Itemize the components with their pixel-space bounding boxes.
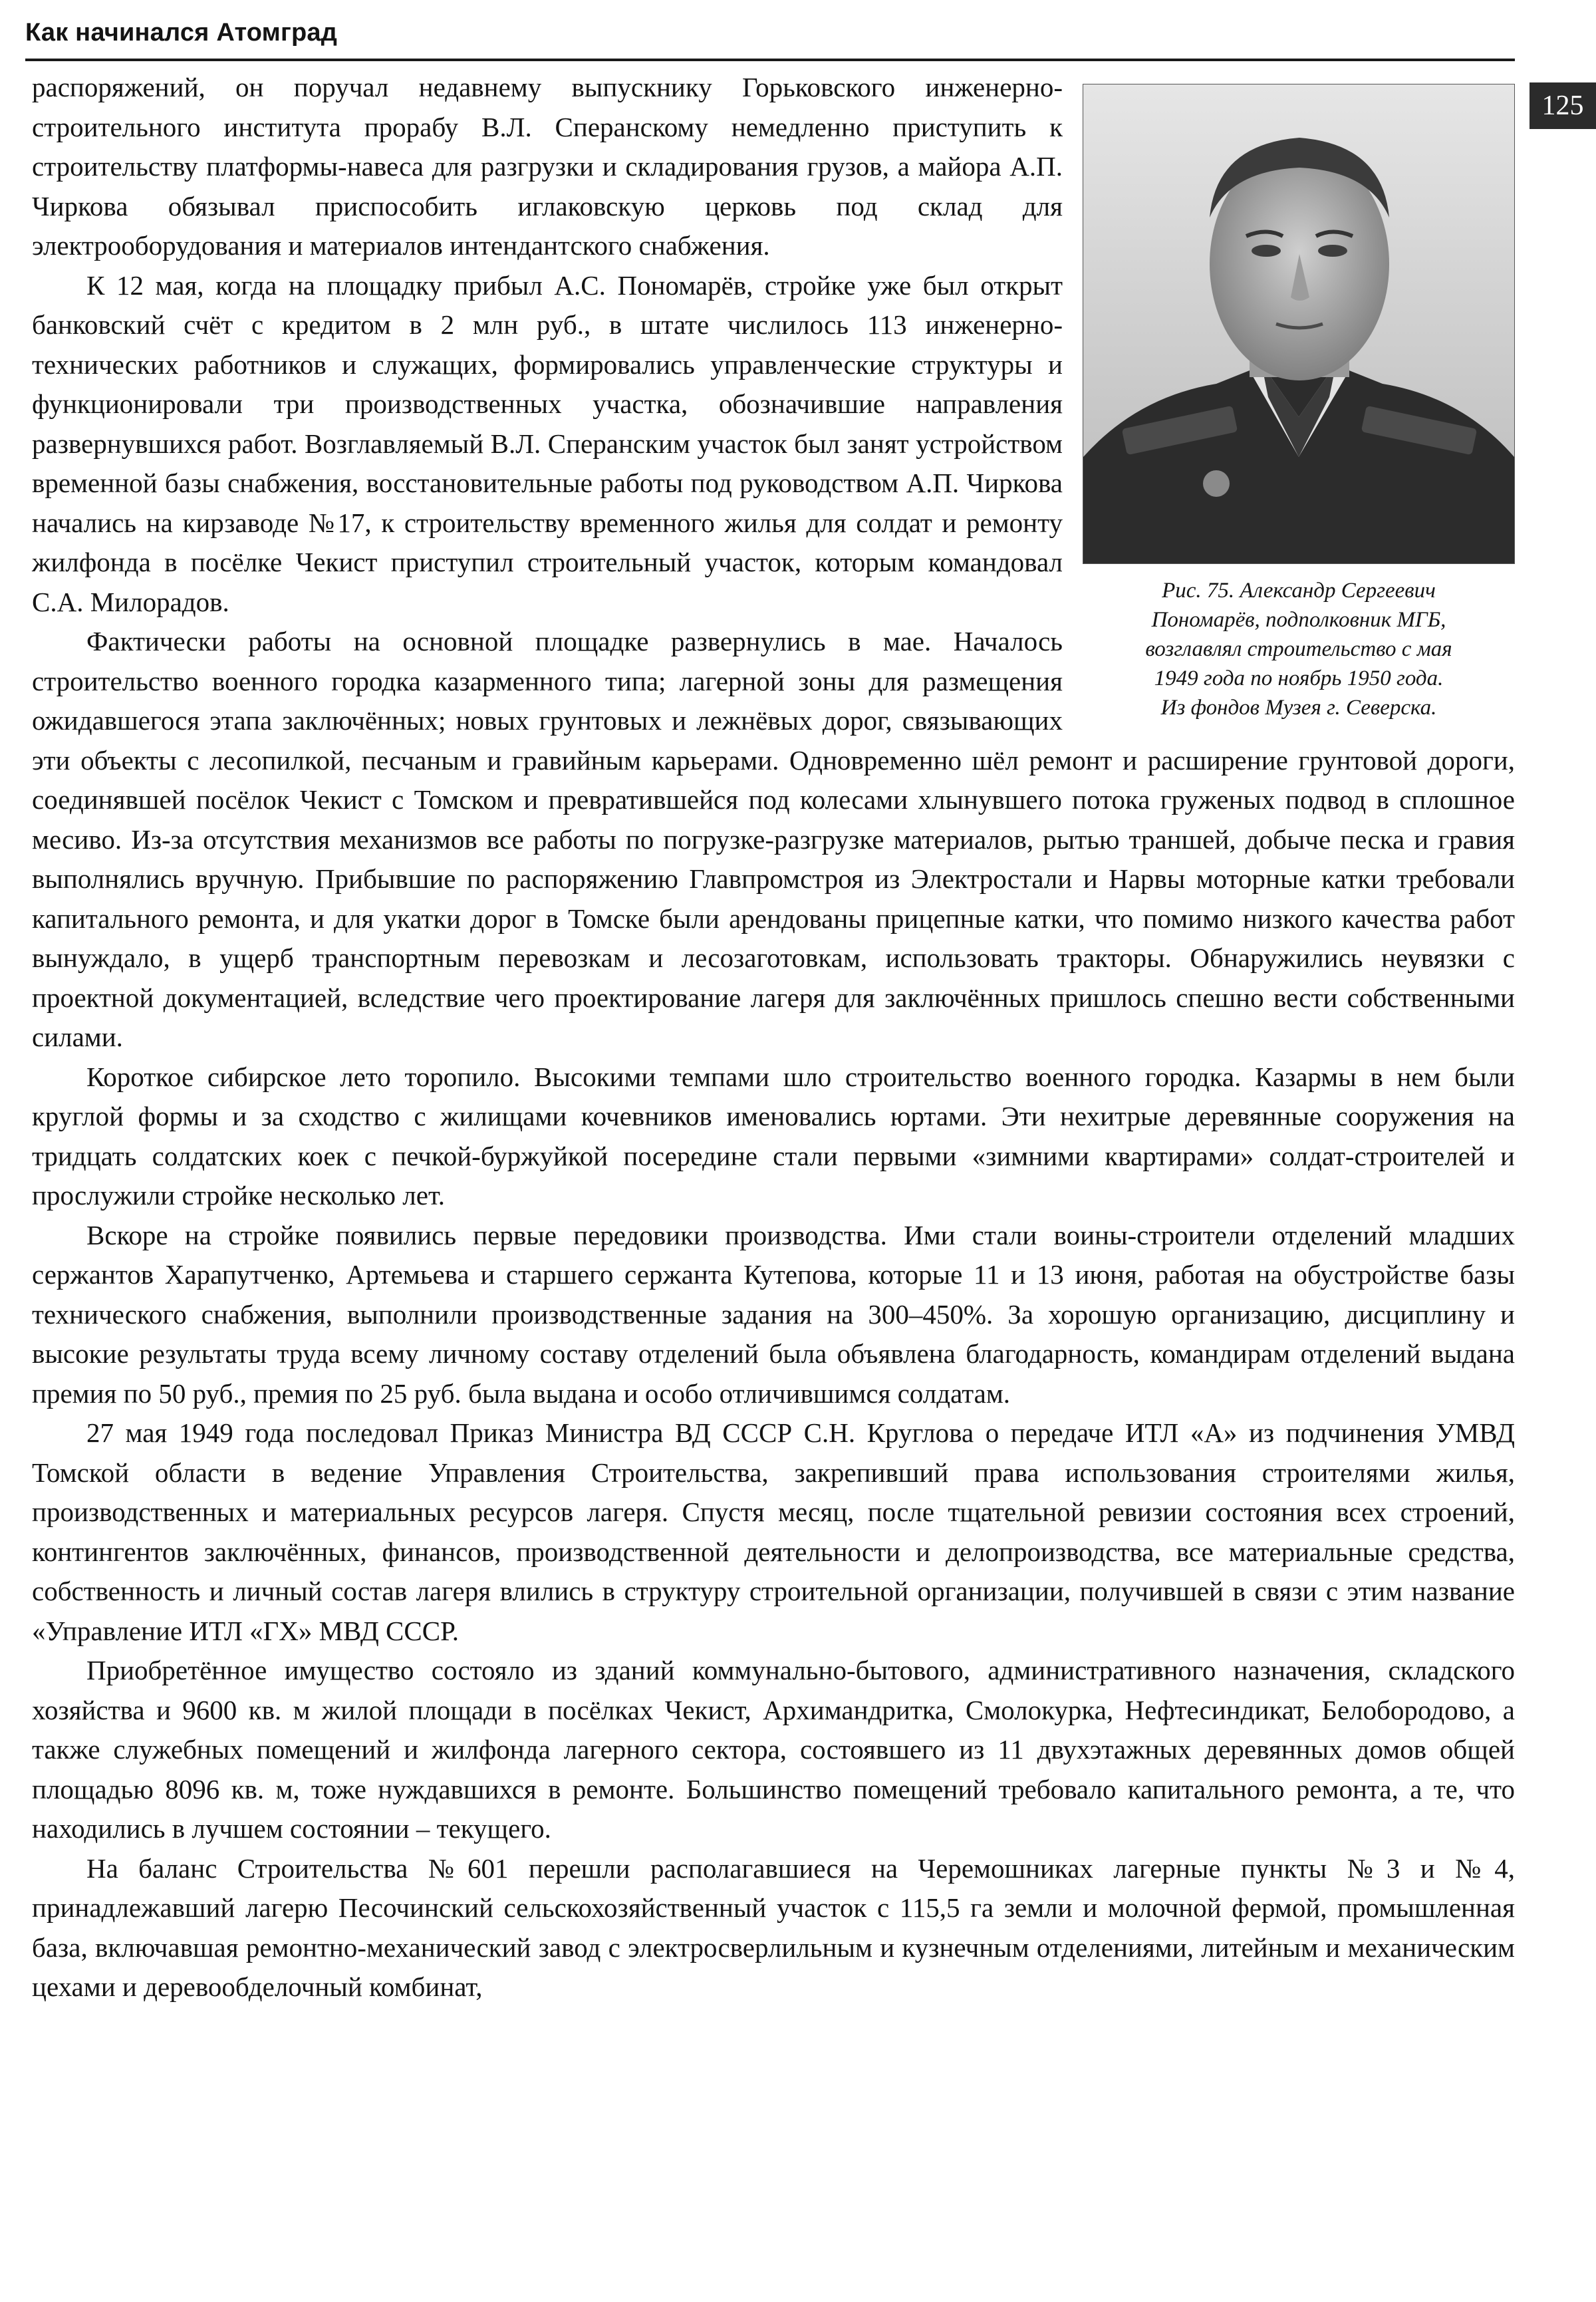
header-rule <box>25 59 1515 61</box>
caption-line: возглавлял строительство с мая <box>1145 637 1452 661</box>
body-paragraph: распоряжений, он поручал недавнему выпускнику Горьковского инженерно-строительного института прорабу В.Л. Сперанскому немедленно приступить к строительству платформы-навеса для разгрузки и складирования грузов, а майора А.П. Чиркова обязывал приспособить иглаковскую церковь под склад для электрооборудования и материалов интендантского снабжения. <box>32 72 1063 261</box>
page-number: 125 <box>1530 82 1596 129</box>
caption-line: Из фондов Музея г. Северска. <box>1160 696 1437 720</box>
body-paragraph: Фактически работы на основной площадке развернулись в мае. Началось строительство военного городка казарменного типа; лагерной зоны для размещения ожидавшегося этапа заключённых; новых грунтовых и лежнёвых дорог, связывающих эти объекты с лесопилкой, песчаным и гравийным карьерами. Одновременно шёл ремонт и расширение грунтовой дороги, соединявшей посёлок Чекист с Томском и превратившейся под колесами хлынувшего потока груженых подвод в сплошное месиво. Из-за отсутствия механизмов все работы по погрузке-разгрузке материалов, рытью траншей, добыче песка и гравия выполнялись вручную. Прибывшие по распоряжению Главпромстроя из Электростали и Нарвы моторные катки требовали капитального ремонта, и для укатки дорог в Томске были арендованы прицепные катки, что помимо низкого качества работ вынуждало, в ущерб транспортным перевозкам и лесозаготовкам, использовать тракторы. Обнаружились неувязки с проектной документацией, вследствие чего проектирование лагеря для заключённых пришлось спешно вести собственными силами. <box>32 626 1515 1052</box>
caption-line: 1949 года по ноябрь 1950 года. <box>1154 666 1444 690</box>
running-title: Как начинался Атомград <box>25 19 338 47</box>
body-paragraph: К 12 мая, когда на площадку прибыл А.С. Пономарёв, стройке уже был открыт банковский счёт с кредитом в 2 млн руб., в штате числилось 113 инженерно-технических работников и служащих, формировались управленческие структуры и функционировали три производственных участка, обозначившие направления развернувшихся работ. Возглавляемый В.Л. Сперанским участок был занят устройством временной базы снабжения, восстановительные работы под руководством А.П. Чиркова начались на кирзаводе №17, к строительству временного жилья для солдат и ремонту жилфонда в посёлке Чекист приступил строительный участок, которым командовал С.А. Милорадов. <box>32 269 1063 617</box>
figure-caption <box>1083 576 1515 722</box>
body-paragraph: Приобретённое имущество состояло из зданий коммунально-бытового, административного назначения, складского хозяйства и 9600 кв. м жилой площади в посёлках Чекист, Архимандритка, Смолокурка, Нефтесиндикат, Белобородово, а также служебных помещений и жилфонда лагерного сектора, состоявшего из 11 двухэтажных деревянных домов общей площадью 8096 кв. м, тоже нуждавшихся в ремонте. Большинство помещений требовало капитального ремонта, а те, что находились в лучшем состоянии – текущего. <box>32 1655 1515 1844</box>
body-paragraph: Вскоре на стройке появились первые передовики производства. Ими стали воины-строители отделений младших сержантов Харапутченко, Артемьева и старшего сержанта Кутепова, которые 11 и 13 июня, работая на обустройстве базы технического снабжения, выполнили производственные задания на 300–450%. За хорошую организацию, дисциплину и высокие результаты труда всему личному составу отделений была объявлена благодарность, командирам отделений выдана премия по 50 руб., премия по 25 руб. была выдана и особо отличившимся солдатам. <box>32 1219 1515 1409</box>
body-paragraph: 27 мая 1949 года последовал Приказ Министра ВД СССР С.Н. Круглова о передаче ИТЛ «А» из подчинения УМВД Томской области в ведение Управления Строительства, закрепивший права использования строителями жилья, производственных и материальных ресурсов лагеря. Спустя месяц, после тщательной ревизии состояния всех строений, контингентов заключённых, финансов, производственной деятельности и делопроизводства, все материальные средства, собственность и личный состав лагеря влились в структуру строительной организации, получившей в связи с этим название «Управление ИТЛ «ГХ» МВД СССР. <box>32 1417 1515 1646</box>
body-paragraph: Короткое сибирское лето торопило. Высокими темпами шло строительство военного городка. Казармы в нем были круглой формы и за сходство с жилищами кочевников именовались юртами. Эти нехитрые деревянные сооружения на тридцать солдатских коек с печкой-буржуйкой посередине стали первыми «зимними квартирами» солдат-строителей и прослужили стройке несколько лет. <box>32 1061 1515 1211</box>
portrait-photo <box>1083 84 1515 564</box>
caption-line: Пономарёв, подполковник МГБ, <box>1151 608 1446 632</box>
figure-portrait <box>1083 84 1515 722</box>
caption-line: Рис. 75. Александр Сергеевич <box>1162 579 1436 603</box>
text-column <box>32 68 1515 2007</box>
body-paragraph: На баланс Строительства №601 перешли располагавшиеся на Черемошниках лагерные пункты №3 и №4, принадлежавший лагерю Песочинский сельскохозяйственный участок с 115,5 га земли и молочной фермой, промышленная база, включавшая ремонтно-механический завод с электросверлильным и кузнечным отделениями, литейным и механическим цехами и деревообделочный комбинат, <box>32 1852 1515 2002</box>
